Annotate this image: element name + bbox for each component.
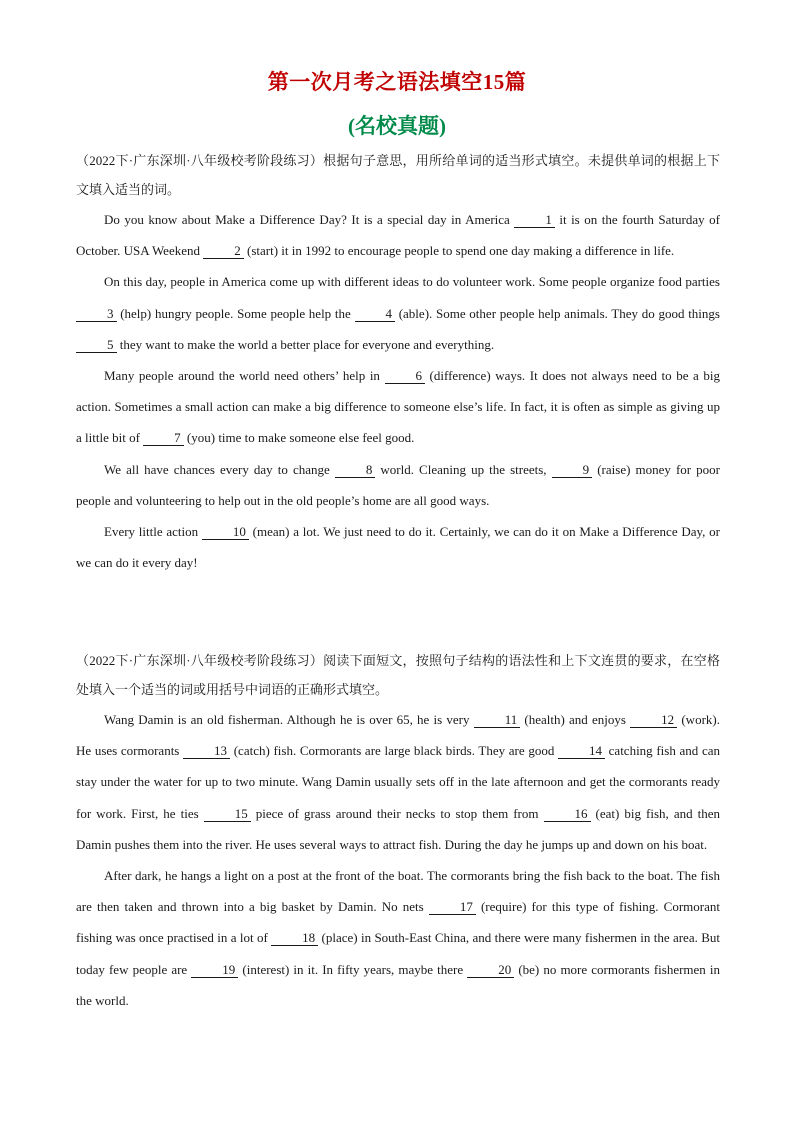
answer-blank-19: 19 bbox=[191, 963, 238, 978]
answer-blank-3: 3 bbox=[76, 307, 117, 322]
answer-blank-1: 1 bbox=[514, 213, 555, 228]
answer-blank-6: 6 bbox=[385, 369, 426, 384]
answer-blank-11: 11 bbox=[474, 713, 521, 728]
passage-paragraph: Wang Damin is an old fisherman. Although he is over 65, he is very 11 (health) and enjoys 12 (work). He uses cormorants 13 (catch) fish. Cormorants are large black birds. They are good 14 catching fish and can stay under the water for up to two minute. Wang Damin usually sets off in the late afternoon and get the cormorants ready for work. First, he ties 15 piece of grass around their necks to stop them from 16 (eat) big fish, and then Damin pushes them into the river. He uses several ways to attract fish. During the day he jumps up and down on his boat. bbox=[76, 712, 721, 852]
answer-blank-8: 8 bbox=[335, 463, 376, 478]
passage-paragraph: On this day, people in America come up with different ideas to do volunteer work. Some people organize food parties 3 (help) hungry people. Some people help the 4 (able). Some other people help animals. They do good things 5 they want to make the world a better place for everyone and everything. bbox=[76, 266, 720, 360]
exercise-instructions: （2022下·广东深圳·八年级校考阶段练习）阅读下面短文，按照句子结构的语法性和上下文连贯的要求，在空格处填入一个适当的词或用括号中词语的正确形式填空。 bbox=[76, 653, 720, 697]
passage bbox=[76, 704, 720, 1016]
answer-blank-2: 2 bbox=[203, 244, 244, 259]
passage-paragraph: Many people around the world need others’ help in 6 (difference) ways. It does not always need to be a big action. Sometimes a small action can make a big difference to someone else’s life. In fact, it is often as simple as giving up a little bit of 7 (you) time to make someone else feel good. bbox=[76, 368, 720, 446]
answer-blank-13: 13 bbox=[183, 744, 230, 759]
answer-blank-12: 12 bbox=[630, 713, 677, 728]
exercise-instructions: （2022下·广东深圳·八年级校考阶段练习）根据句子意思，用所给单词的适当形式填空。未提供单词的根据上下文填入适当的词。 bbox=[76, 153, 720, 197]
answer-blank-9: 9 bbox=[552, 463, 593, 478]
answer-blank-5: 5 bbox=[76, 338, 117, 353]
page-title: 第一次月考之语法填空15篇 bbox=[267, 70, 527, 94]
answer-blank-18: 18 bbox=[271, 931, 318, 946]
answer-blank-15: 15 bbox=[204, 807, 251, 822]
exercise-section-2 bbox=[76, 646, 720, 1016]
answer-blank-4: 4 bbox=[355, 307, 396, 322]
answer-blank-16: 16 bbox=[544, 807, 591, 822]
exercise-section-1 bbox=[76, 146, 720, 578]
answer-blank-10: 10 bbox=[202, 525, 249, 540]
answer-blank-20: 20 bbox=[467, 963, 514, 978]
answer-blank-7: 7 bbox=[143, 431, 184, 446]
answer-blank-14: 14 bbox=[558, 744, 605, 759]
passage bbox=[76, 204, 720, 578]
passage-paragraph: Do you know about Make a Difference Day? It is a special day in America 1 it is on the fourth Saturday of October. USA Weekend 2 (start) it in 1992 to encourage people to spend one day making a difference in life. bbox=[76, 212, 720, 259]
page-subtitle: (名校真题) bbox=[348, 114, 446, 138]
answer-blank-17: 17 bbox=[429, 900, 476, 915]
passage-paragraph: Every little action 10 (mean) a lot. We just need to do it. Certainly, we can do it on Make a Difference Day, or we can do it every day! bbox=[76, 524, 720, 571]
passage-paragraph: After dark, he hangs a light on a post at the front of the boat. The cormorants bring the fish back to the boat. The fish are then taken and thrown into a big basket by Damin. No nets 17 (require) for this type of fishing. Cormorant fishing was once practised in a lot of 18 (place) in South-East China, and there were many fishermen in the area. But today few people are 19 (interest) in it. In fifty years, maybe there 20 (be) no more cormorants fishermen in the world. bbox=[76, 868, 721, 1008]
passage-paragraph: We all have chances every day to change 8 world. Cleaning up the streets, 9 (raise) money for poor people and volunteering to help out in the old people’s home are all good ways. bbox=[76, 461, 721, 508]
